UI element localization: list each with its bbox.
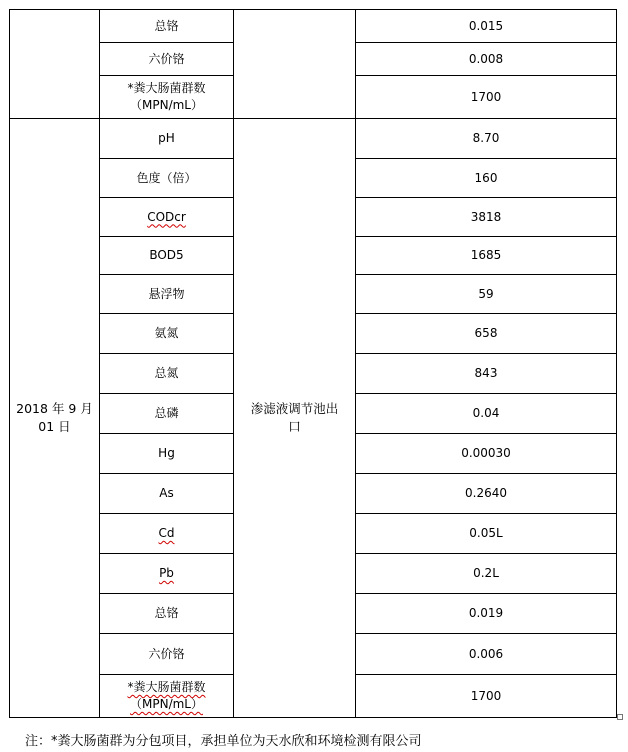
value-cell	[356, 76, 617, 119]
monitoring-results-table	[9, 9, 617, 718]
value-cell-text: 658	[474, 326, 498, 340]
parameter-cell	[100, 10, 234, 43]
value-cell-text: 160	[474, 170, 498, 185]
value-cell	[356, 474, 617, 514]
value-cell-text: 1685	[470, 248, 502, 262]
value-cell	[356, 237, 617, 275]
value-cell-text: 59	[478, 286, 494, 301]
value-cell	[356, 159, 617, 198]
date-cell-continued	[10, 10, 100, 119]
value-cell	[356, 514, 617, 554]
parameter-cell-text: 总铬	[154, 18, 179, 33]
parameter-cell-text: 总铬	[154, 606, 179, 620]
parameter-cell-text: 六价铬	[148, 646, 185, 661]
value-cell	[356, 275, 617, 314]
parameter-cell-text: CODcr	[147, 209, 186, 224]
value-cell-text: 0.015	[468, 18, 504, 33]
value-cell-text: 0.00030	[461, 446, 511, 460]
table-resize-handle[interactable]	[617, 714, 623, 720]
table-row	[10, 10, 617, 43]
value-cell	[356, 354, 617, 394]
location-cell-continued	[234, 10, 356, 119]
parameter-cell-text: 总磷	[154, 406, 179, 420]
value-cell	[356, 198, 617, 237]
parameter-cell-text: As	[159, 486, 174, 500]
parameter-cell-text: 悬浮物	[148, 286, 185, 301]
location-cell	[234, 119, 356, 718]
value-cell-text: 0.2640	[465, 486, 507, 500]
value-cell-text: 0.006	[468, 646, 504, 661]
parameter-cell	[100, 675, 234, 718]
parameter-cell	[100, 119, 234, 159]
parameter-cell-text: BOD5	[149, 248, 184, 262]
value-cell	[356, 675, 617, 718]
value-cell-text: 0.05L	[469, 526, 503, 540]
value-cell-text: 0.2L	[473, 566, 499, 580]
table-row	[10, 119, 617, 159]
parameter-cell-text: *粪大肠菌群数 （MPN/mL）	[127, 680, 206, 711]
parameter-cell	[100, 275, 234, 314]
value-cell-text: 3818	[470, 209, 502, 224]
value-cell-text: 0.008	[468, 51, 504, 66]
parameter-cell	[100, 394, 234, 434]
parameter-cell	[100, 474, 234, 514]
parameter-cell	[100, 554, 234, 594]
value-cell	[356, 634, 617, 675]
date-cell-text: 2018 年 9 月 01 日	[16, 401, 93, 434]
value-cell-text: 1700	[470, 688, 502, 703]
location-cell-text: 渗滤液调节池出 口	[250, 401, 339, 434]
parameter-cell	[100, 514, 234, 554]
value-cell	[356, 10, 617, 43]
parameter-cell-text: *粪大肠菌群数 （MPN/mL）	[127, 81, 206, 112]
parameter-cell-text: 色度（倍）	[136, 170, 197, 185]
parameter-cell-text: 总氮	[154, 366, 179, 380]
value-cell-text: 0.04	[472, 406, 500, 420]
parameter-cell	[100, 354, 234, 394]
parameter-cell-text: Cd	[158, 526, 175, 540]
value-cell-text: 1700	[470, 89, 502, 104]
value-cell	[356, 554, 617, 594]
value-cell	[356, 119, 617, 159]
parameter-cell	[100, 314, 234, 354]
value-cell	[356, 43, 617, 76]
date-cell	[10, 119, 100, 718]
parameter-cell	[100, 76, 234, 119]
parameter-cell	[100, 198, 234, 237]
parameter-cell	[100, 434, 234, 474]
value-cell	[356, 594, 617, 634]
value-cell-text: 0.019	[468, 606, 504, 620]
parameter-cell	[100, 159, 234, 198]
value-cell-text: 843	[474, 366, 498, 380]
footnote: 注：*粪大肠菌群为分包项目，承担单位为天水欣和环境检测有限公司	[25, 734, 422, 749]
parameter-cell-text: 六价铬	[148, 51, 185, 66]
parameter-cell	[100, 594, 234, 634]
parameter-cell	[100, 634, 234, 675]
parameter-cell	[100, 43, 234, 76]
parameter-cell-text: Pb	[159, 566, 174, 580]
value-cell	[356, 314, 617, 354]
parameter-cell-text: 氨氮	[154, 326, 179, 340]
parameter-cell-text: Hg	[158, 446, 175, 460]
parameter-cell-text: pH	[158, 131, 175, 145]
value-cell	[356, 434, 617, 474]
parameter-cell	[100, 237, 234, 275]
value-cell-text: 8.70	[472, 131, 500, 145]
table-body	[10, 10, 617, 718]
value-cell	[356, 394, 617, 434]
